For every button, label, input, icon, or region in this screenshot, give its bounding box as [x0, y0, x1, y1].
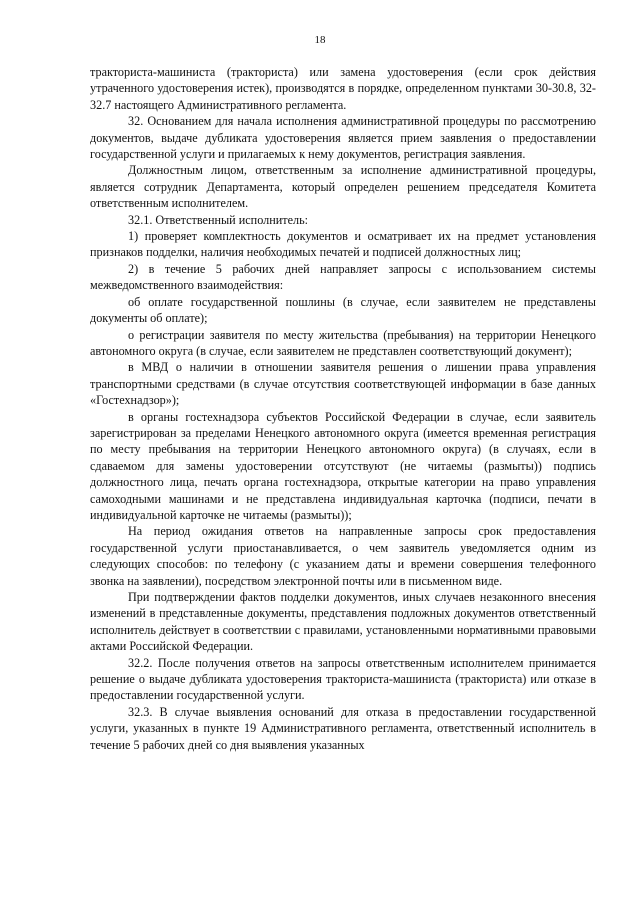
list-item-1: 1) проверяет комплектность документов и осматривает их на предмет установления признаков подделки, наличия необходимых печатей и подписей должностных лиц; — [90, 229, 596, 260]
paragraph-32-1: 32.1. Ответственный исполнитель: — [128, 212, 309, 227]
paragraph-suspension: На период ожидания ответов на направленные запросы срок предоставления государственной услуги приостанавливается, о чем заявитель уведомляется одним из следующих способов: по телефону (с указанием даты и времени совершения телефонного звонка на заявлении), посредством электронной почты или в письменном виде. — [90, 524, 596, 588]
paragraph-32-2: 32.2. После получения ответов на запросы ответственным исполнителем принимается решение о выдаче дубликата удостоверения тракториста-машиниста (тракториста) или отказе в предоставлении государственной услуги. — [90, 655, 596, 703]
sub-item-payment: об оплате государственной пошлины (в случае, если заявителем не представлены документы об оплате); — [90, 294, 596, 326]
document-body — [90, 64, 596, 753]
list-item-2: 2) в течение 5 рабочих дней направляет запросы с использованием системы межведомственного взаимодействия: — [90, 261, 596, 293]
paragraph-forgery: При подтверждении фактов подделки документов, иных случаев незаконного внесения изменений в представленные документы, представления подложных документов ответственный исполнитель действует в соответствии с правилами, установленными нормативными правовыми актами Российской Федерации. — [90, 590, 596, 654]
paragraph-32-3: 32.3. В случае выявления оснований для отказа в предоставлении государственной услуги, указанных в пункте 19 Административного регламента, ответственный исполнитель в течение 5 рабочих дней со дня выявления указанных — [90, 704, 596, 752]
paragraph-continuation: тракториста-машиниста (тракториста) или замена удостоверения (если срок действия утраченного удостоверения истек), производятся в порядке, определенном пунктами 30-30.8, 32-32.7 настоящего Административного регламента. — [90, 65, 596, 112]
sub-item-gostekhnadzor: в органы гостехнадзора субъектов Российской Федерации в случае, если заявитель зарегистрирован за пределами Ненецкого автономного округа (имеется временная регистрация по месту пребывания на территории Ненецкого автономного округа) (в случаях, если в сдаваемом для замены удостоверении отсутствуют (не читаемы (размыты)) подпись должностного лица, печать органа гостехнадзора, открытые категории на право управления самоходными машинами и не представлена индивидуальная карточка (подписи, печати в индивидуальной карточке не читаемы (размыты)); — [90, 409, 596, 522]
page-number: 18 — [314, 34, 326, 46]
paragraph-responsible-official: Должностным лицом, ответственным за исполнение административной процедуры, является сотрудник Департамента, который определен решением председателя Комитета ответственным исполнителем. — [90, 163, 596, 211]
paragraph-32: 32. Основанием для начала исполнения административной процедуры по рассмотрению документов, выдаче дубликата удостоверения является прием заявления о предоставлении государственной услуги и прилагаемых к нему документов, регистрация заявления. — [90, 114, 596, 162]
sub-item-registration: о регистрации заявителя по месту жительства (пребывания) на территории Ненецкого автономного округа (в случае, если заявителем не представлен соответствующий документ); — [90, 327, 596, 358]
sub-item-mvd: в МВД о наличии в отношении заявителя решения о лишении права управления транспортными средствами (в случае отсутствия соответствующей информации в базе данных «Гостехнадзор»); — [90, 360, 596, 408]
